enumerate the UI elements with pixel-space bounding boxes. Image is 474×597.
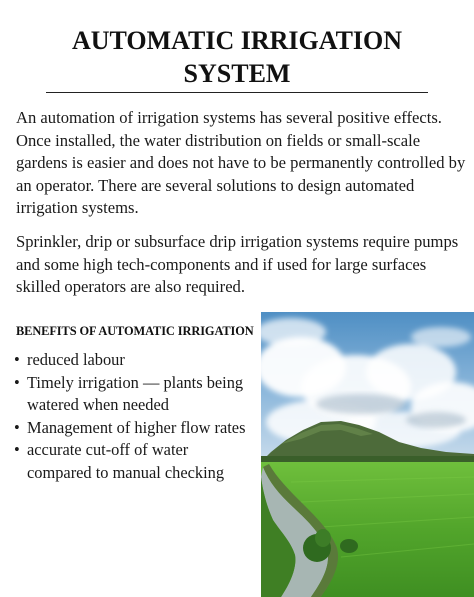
bullet-icon: • [14,372,20,392]
intro-paragraph: An automation of irrigation systems has several positive effects. Once installed, the water distribution on fields or small-scale gardens is easier and does not have to be permanently controlled by an operator. There are several solutions to design automated irrigation systems. [16,108,466,217]
rice-field-photo [261,312,474,597]
benefit-item [14,372,254,417]
benefit-item [14,439,254,484]
rice-field-illustration [261,312,474,597]
benefit-text: reduced labour [27,350,125,369]
benefit-text: Timely irrigation — plants being watered when needed [27,372,244,415]
benefit-text: Management of higher flow rates [27,417,246,437]
benefit-item [14,417,254,440]
page-title [0,24,474,90]
tree-line [261,456,474,462]
title-line-2: SYSTEM [183,59,291,88]
benefit-item [14,349,254,372]
bullet-icon: • [14,417,20,437]
title-divider [46,92,428,93]
bullet-icon: • [14,350,20,369]
benefits-list [14,349,254,485]
systems-paragraph: Sprinkler, drip or subsurface drip irrigation systems require pumps and some high tech-components and if used for large surfaces skilled operators are also required. [16,232,459,296]
benefit-text: accurate cut-off of water compared to manual checking [27,440,225,482]
benefits-heading: BENEFITS OF AUTOMATIC IRRIGATION [16,324,254,338]
bullet-icon: • [14,440,20,460]
title-line-1: AUTOMATIC IRRIGATION [71,26,403,55]
